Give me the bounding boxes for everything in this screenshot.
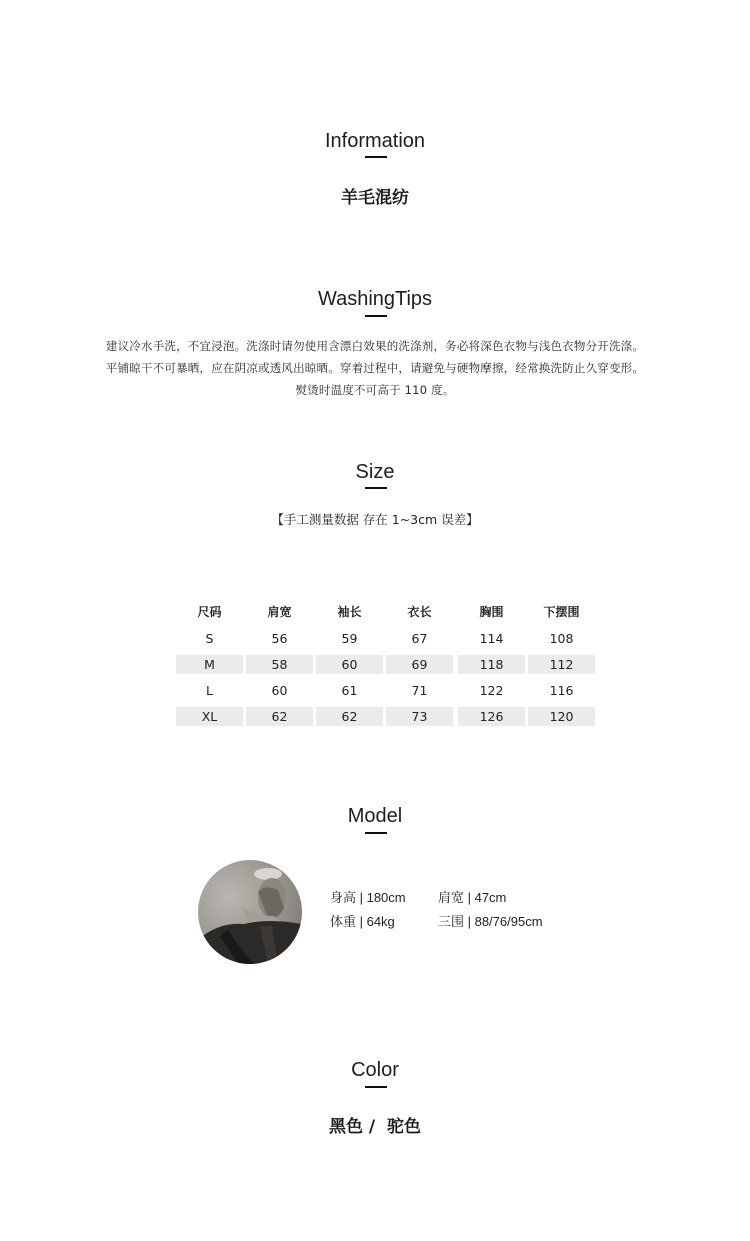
table-cell: L <box>206 683 213 698</box>
model-weight: 体重 | 64kg <box>330 914 395 929</box>
information-heading: Information <box>324 130 426 152</box>
column-header: 下摆围 <box>543 605 580 619</box>
information-underline <box>365 156 387 158</box>
table-cell: 67 <box>411 631 428 646</box>
washing-tips-heading: WashingTips <box>317 288 433 310</box>
table-cell: S <box>205 631 214 646</box>
table-cell: M <box>176 655 243 674</box>
washing-line-3: 熨烫时温度不可高于 110 度。 <box>295 383 455 397</box>
table-cell: 69 <box>386 655 453 674</box>
column-header: 肩宽 <box>267 605 292 619</box>
color-options: 黑色 / 驼色 <box>329 1117 421 1137</box>
table-cell: 62 <box>316 707 383 726</box>
model-photo <box>198 860 302 964</box>
measurement-note: 【手工测量数据 存在 1~3cm 误差】 <box>271 512 479 527</box>
color-underline <box>365 1086 387 1088</box>
table-cell: 60 <box>316 655 383 674</box>
column-header: 胸围 <box>479 605 504 619</box>
table-cell: 61 <box>341 683 358 698</box>
washing-tips-underline <box>365 315 387 317</box>
table-cell: 60 <box>271 683 288 698</box>
table-cell: 73 <box>386 707 453 726</box>
table-cell: 58 <box>246 655 313 674</box>
table-cell: 56 <box>271 631 288 646</box>
column-header: 衣长 <box>407 605 432 619</box>
table-cell: 62 <box>246 707 313 726</box>
table-cell: 116 <box>549 683 574 698</box>
washing-line-2: 平铺晾干不可暴晒，应在阴凉或透风出晾晒。穿着过程中，请避免与硬物摩擦，经常换洗防止久穿变形。 <box>105 361 645 375</box>
table-cell: XL <box>176 707 243 726</box>
size-table <box>176 601 596 731</box>
table-cell: 118 <box>458 655 525 674</box>
table-cell: 112 <box>528 655 595 674</box>
model-measurements: 三围 | 88/76/95cm <box>438 914 543 929</box>
column-header: 尺码 <box>197 605 222 619</box>
washing-line-1: 建议冷水手洗，不宜浸泡。洗涤时请勿使用含漂白效果的洗涤剂，务必将深色衣物与浅色衣物分开洗涤。 <box>105 339 645 353</box>
table-cell: 108 <box>549 631 574 646</box>
table-cell: 59 <box>341 631 358 646</box>
model-underline <box>365 832 387 834</box>
table-header-row <box>176 601 596 627</box>
model-portrait-image <box>198 860 302 964</box>
table-row <box>176 627 596 653</box>
table-cell: 120 <box>528 707 595 726</box>
material-text: 羊毛混纺 <box>341 188 409 208</box>
model-heading: Model <box>347 805 403 827</box>
table-cell: 114 <box>479 631 504 646</box>
table-cell: 71 <box>411 683 428 698</box>
model-height: 身高 | 180cm <box>330 890 406 905</box>
color-heading: Color <box>351 1059 399 1081</box>
size-underline <box>365 487 387 489</box>
table-row <box>176 705 596 731</box>
column-header: 袖长 <box>337 605 362 619</box>
size-heading: Size <box>355 461 395 483</box>
table-row <box>176 679 596 705</box>
table-row <box>176 653 596 679</box>
table-cell: 126 <box>458 707 525 726</box>
model-shoulder: 肩宽 | 47cm <box>438 890 507 905</box>
table-cell: 122 <box>479 683 504 698</box>
